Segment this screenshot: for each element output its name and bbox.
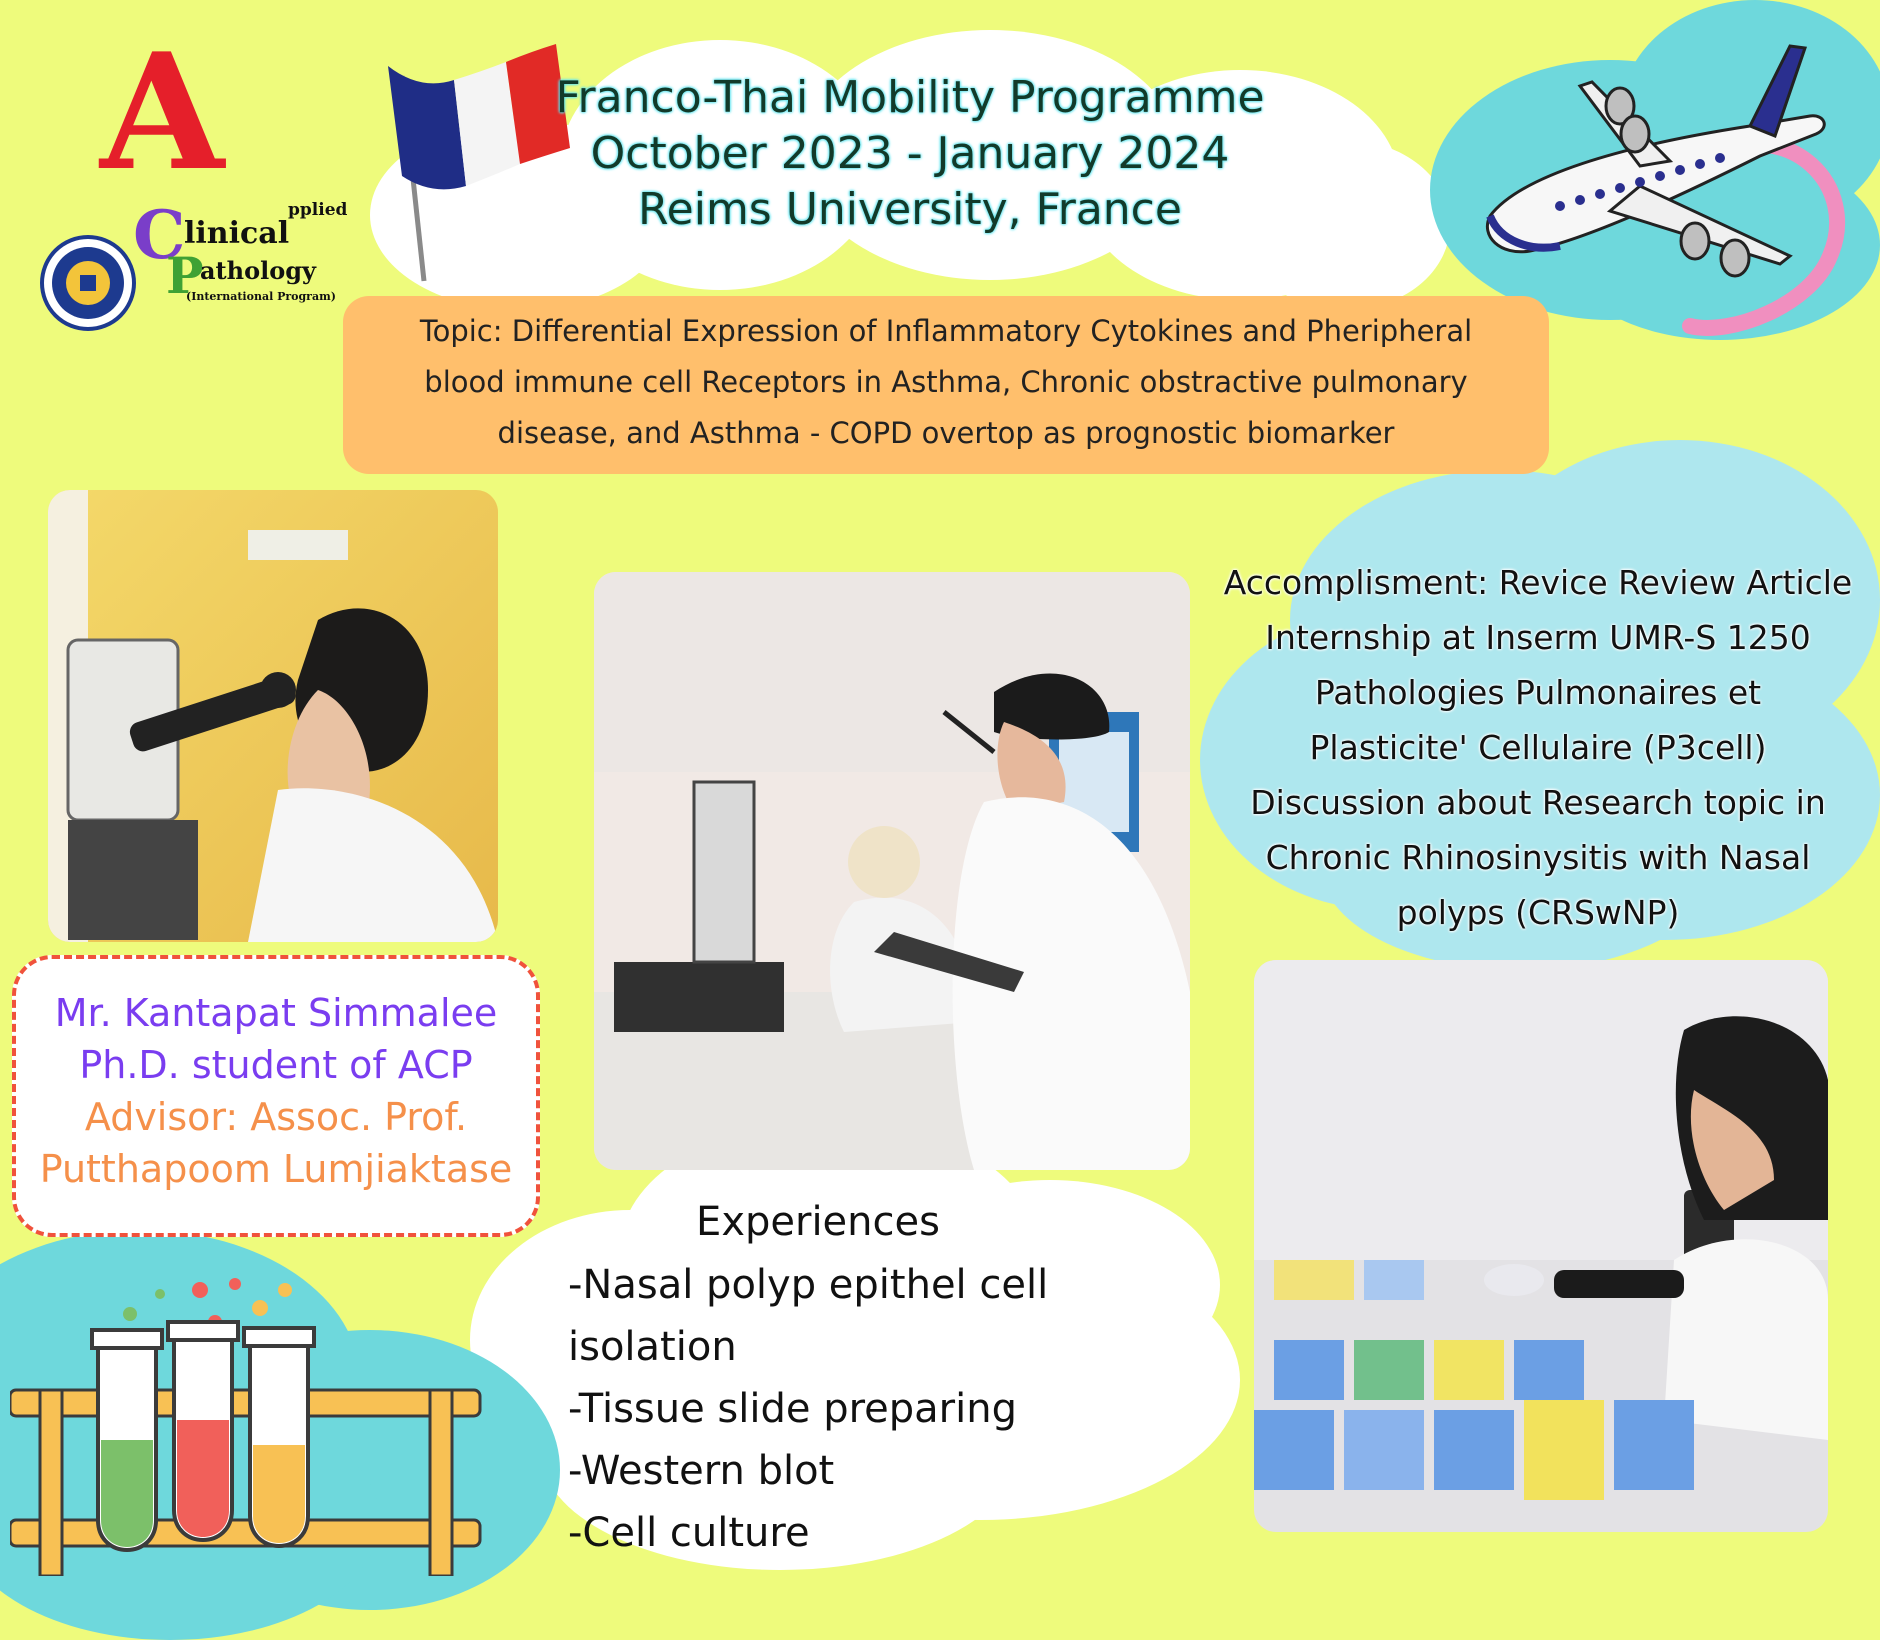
accomplishment-line-2: Internship at Inserm UMR-S 1250 <box>1265 618 1811 657</box>
logo-clinical: linical <box>184 216 290 251</box>
accomplishment-text <box>1208 555 1868 940</box>
accomplishment-line-4: Plasticite' Cellulaire (P3cell) <box>1309 728 1767 767</box>
photo-lab-discussion <box>594 572 1190 1170</box>
experiences-title: Experiences <box>696 1199 940 1245</box>
accomplishment-line-3: Pathologies Pulmonaires et <box>1314 673 1762 712</box>
experience-item: -Tissue slide preparing <box>568 1386 1017 1432</box>
photo-microscope <box>48 490 498 942</box>
title-line-1: Franco-Thai Mobility Programme <box>555 72 1265 123</box>
accomplishment-line-5: Discussion about Research topic in <box>1250 783 1826 822</box>
logo-letter-c: C <box>133 196 186 274</box>
title-line-3: Reims University, France <box>638 184 1182 235</box>
experience-item: -Nasal polyp epithel cell isolation <box>568 1262 1049 1370</box>
programme-title <box>540 70 1280 238</box>
logo-applied: pplied <box>288 200 348 220</box>
logo-program: (International Program) <box>186 290 336 303</box>
test-tubes-icon <box>10 1270 510 1576</box>
advisor-line-1: Advisor: Assoc. Prof. <box>84 1095 468 1139</box>
accomplishment-line-7: polyps (CRSwNP) <box>1396 893 1680 932</box>
experience-item: -Cell culture <box>568 1510 810 1556</box>
topic-line-1: Topic: Differential Expression of Inflammatory Cytokines and Pheripheral <box>419 314 1473 348</box>
accomplishment-line-6: Chronic Rhinosinysitis with Nasal <box>1265 838 1811 877</box>
advisor-line-2: Putthapoom Lumjiaktase <box>39 1147 513 1191</box>
experience-item: -Western blot <box>568 1448 835 1494</box>
logo-letter-a: A <box>100 18 225 206</box>
seal-icon <box>40 235 136 331</box>
logo-letter-p: P <box>166 246 204 305</box>
topic-line-2: blood immune cell Receptors in Asthma, Chronic obstractive pulmonary <box>424 365 1468 399</box>
title-line-2: October 2023 - January 2024 <box>590 128 1230 179</box>
experiences-list <box>568 1190 1218 1564</box>
acp-logo <box>38 18 348 340</box>
topic-box <box>343 296 1549 474</box>
accomplishment-line-1: Accomplisment: Revice Review Article <box>1223 563 1853 602</box>
topic-line-3: disease, and Asthma - COPD overtop as prognostic biomarker <box>497 416 1395 450</box>
student-name: Mr. Kantapat Simmalee <box>54 991 498 1035</box>
photo-tissue-cassettes <box>1254 960 1828 1532</box>
student-role: Ph.D. student of ACP <box>79 1043 473 1087</box>
logo-pathology: athology <box>200 256 316 285</box>
